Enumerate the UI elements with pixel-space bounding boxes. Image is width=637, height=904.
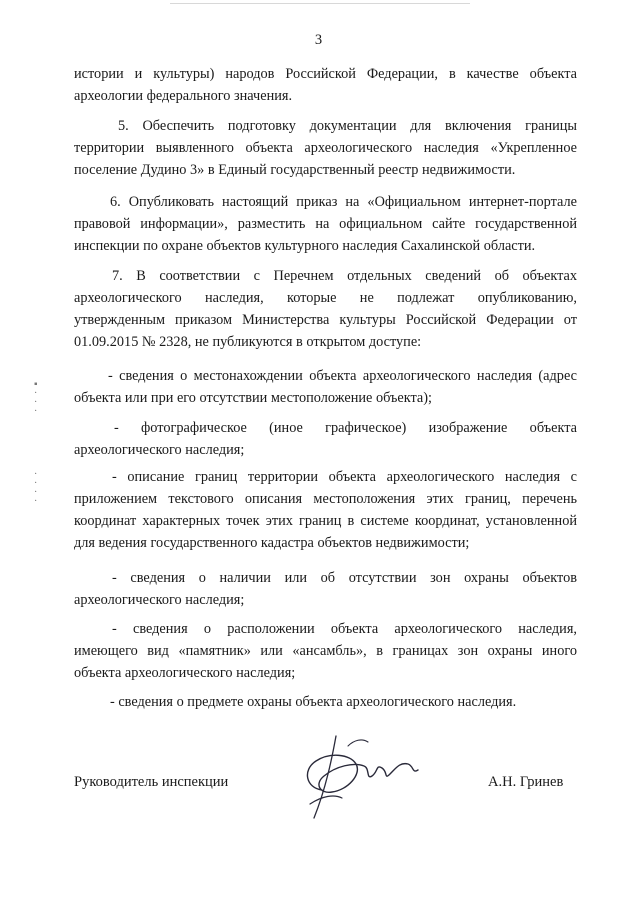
list-item-zones — [74, 567, 577, 611]
text-line: - описание границ территории объекта археологического наследия с — [112, 469, 577, 485]
text-line: поселение Дудино 3» в Единый государственный реестр недвижимости. — [74, 162, 516, 178]
text-line: 5. Обеспечить подготовку документации для включения границы — [118, 118, 577, 134]
text-line: - сведения о расположении объекта археологического наследия, — [112, 621, 577, 637]
text-line: территории выявленного объекта археологического наследия «Укрепленное — [74, 140, 577, 156]
list-item-boundaries — [74, 466, 577, 554]
text-line: археологического наследия; — [74, 592, 245, 608]
list-item-photo — [74, 417, 577, 461]
text-line: утвержденным приказом Министерства культуры Российской Федерации от — [74, 312, 577, 328]
text-line: истории и культуры) народов Российской Федерации, в качестве объекта — [74, 66, 577, 82]
text-line: инспекции по охране объектов культурного наследия Сахалинской области. — [74, 238, 536, 254]
text-line: - сведения о предмете охраны объекта археологического наследия. — [110, 694, 517, 710]
scan-edge-line — [170, 3, 470, 4]
scan-margin-dots: · · · · — [34, 469, 38, 507]
text-line: археологии федерального значения. — [74, 88, 293, 104]
text-line: координат характерных точек этих границ в системе координат, установленной — [74, 513, 577, 529]
text-line: объекта археологического наследия; — [74, 665, 296, 681]
paragraph-continuation — [74, 63, 577, 107]
text-line: приложением текстового описания местоположения этих границ, перечень — [74, 491, 577, 507]
scan-margin-dots: ▪ · · · — [34, 379, 38, 417]
text-line: объекта или при его отсутствии местоположение объекта); — [74, 390, 433, 406]
text-line: правовой информации», разместить на официальном сайте государственной — [74, 216, 577, 232]
text-line: - сведения о наличии или об отсутствии зон охраны объектов — [112, 570, 577, 586]
text-line: 6. Опубликовать настоящий приказ на «Официальном интернет-портале — [110, 194, 577, 210]
paragraph-item-7 — [74, 265, 577, 353]
text-line: - сведения о местонахождении объекта археологического наследия (адрес — [108, 368, 577, 384]
text-line: имеющего вид «памятник» или «ансамбль», в границах зон охраны иного — [74, 643, 577, 659]
paragraph-item-6 — [74, 191, 577, 257]
list-item-location — [74, 365, 577, 409]
list-item-subject — [74, 691, 577, 713]
signature-position-label: Руководитель инспекции — [74, 774, 229, 790]
text-line: 01.09.2015 № 2328, не публикуются в открытом доступе: — [74, 334, 422, 350]
text-line: 7. В соответствии с Перечнем отдельных сведений об объектах — [112, 268, 577, 284]
list-item-placement — [74, 618, 577, 684]
page-number: 3 — [314, 32, 323, 48]
signatory-name: А.Н. Гринев — [488, 774, 564, 790]
handwritten-signature — [292, 728, 422, 823]
text-line: археологического наследия, которые не подлежат опубликованию, — [74, 290, 577, 306]
text-line: для ведения государственного кадастра объектов недвижимости; — [74, 535, 470, 551]
text-line: - фотографическое (иное графическое) изображение объекта — [114, 420, 577, 436]
paragraph-item-5 — [74, 115, 577, 181]
text-line: археологического наследия; — [74, 442, 245, 458]
